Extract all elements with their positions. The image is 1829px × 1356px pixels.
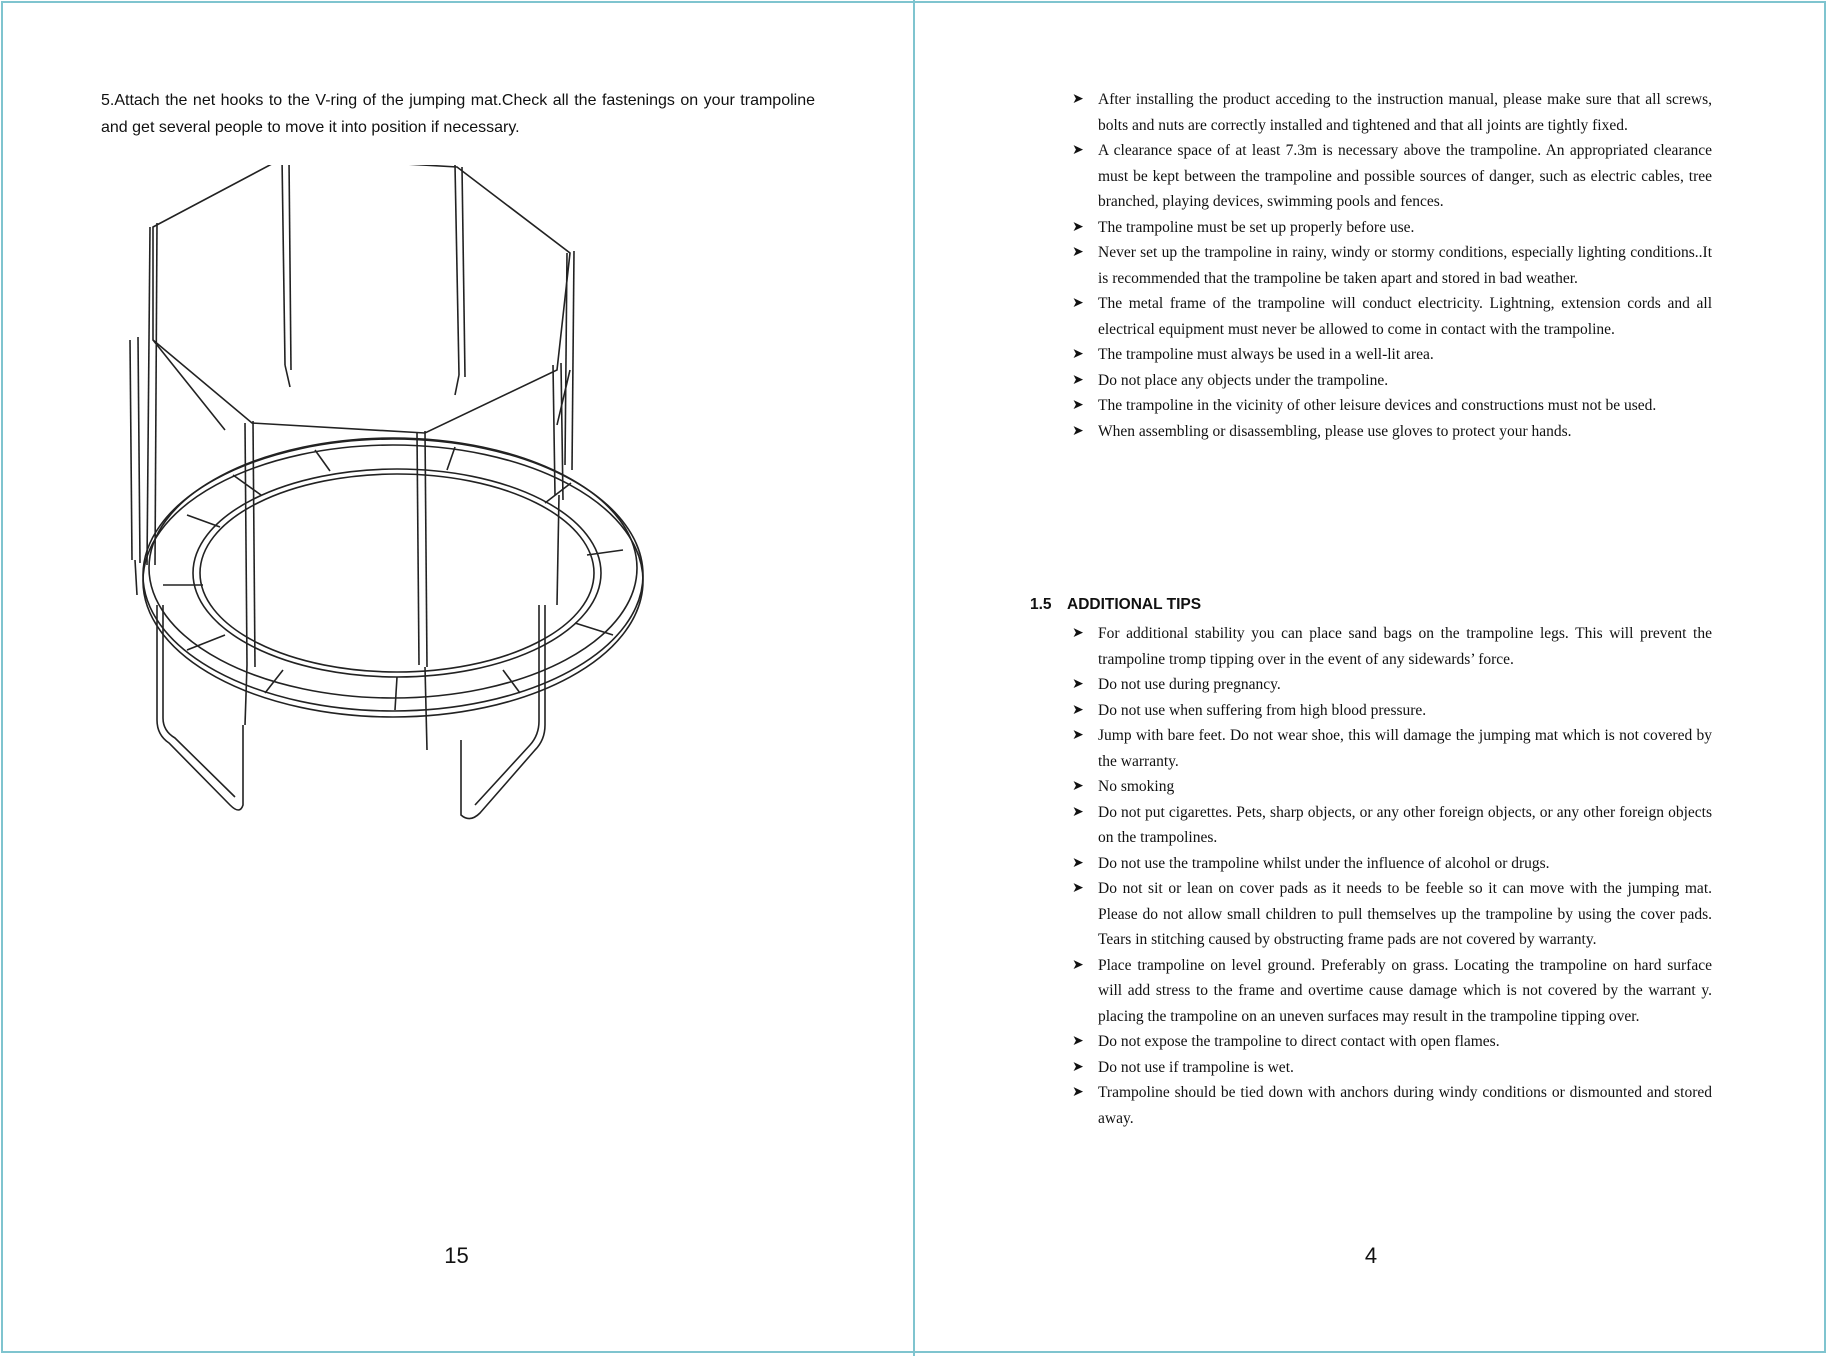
list-item: ➤ For additional stability you can place sand bags on the trampoline legs. This will prevent the trampoline tromp tipping over in the event of any sidewards’ force.	[1072, 621, 1712, 672]
list-item: ➤ Jump with bare feet. Do not wear shoe, this will damage the jumping mat which is not covered by the warranty.	[1072, 723, 1712, 774]
list-item: ➤ Trampoline should be tied down with anchors during windy conditions or dismounted and stored away.	[1072, 1080, 1712, 1131]
list-item: ➤ Do not put cigarettes. Pets, sharp objects, or any other foreign objects, or any other foreign objects on the trampolines.	[1072, 800, 1712, 851]
list-item: ➤ Never set up the trampoline in rainy, windy or stormy conditions, especially lighting conditions..It is recommended that the trampoline be taken apart and stored in bad weather.	[1072, 240, 1712, 291]
arrowhead-bullet-icon: ➤	[1072, 398, 1084, 413]
arrowhead-bullet-icon: ➤	[1072, 1034, 1084, 1049]
arrowhead-bullet-icon: ➤	[1072, 245, 1084, 260]
arrowhead-bullet-icon: ➤	[1072, 957, 1084, 973]
right-page	[915, 0, 1827, 1356]
arrowhead-bullet-icon: ➤	[1072, 677, 1084, 692]
section-heading	[1030, 596, 1201, 614]
step-5-text: 5.Attach the net hooks to the V-ring of the jumping mat.Check all the fastenings on your trampoline and get several people to move it into position if necessary.	[101, 92, 815, 136]
list-item: ➤ Place trampoline on level ground. Preferably on grass. Locating the trampoline on hard surface will add stress to the frame and overtime cause damage which is not covered by the warrant y. placing the trampoline on an uneven surfaces may result in the trampoline tipping over.	[1072, 953, 1712, 1030]
arrowhead-bullet-icon: ➤	[1072, 804, 1084, 820]
trampoline-with-net-illustration	[125, 165, 695, 845]
list-item: ➤ A clearance space of at least 7.3m is necessary above the trampoline. An appropriated clearance must be kept between the trampoline and possible sources of danger, such as electric cables, tree branched, playing devices, swimming pools and fences.	[1072, 138, 1712, 215]
list-item: ➤ The trampoline in the vicinity of other leisure devices and constructions must not be used.	[1072, 393, 1712, 419]
list-item: ➤ The trampoline must be set up properly before use.	[1072, 215, 1712, 241]
section-title: ADDITIONAL TIPS	[1067, 596, 1202, 613]
arrowhead-bullet-icon: ➤	[1072, 372, 1084, 388]
arrowhead-bullet-icon: ➤	[1072, 92, 1084, 107]
page-number-left: 15	[444, 1243, 469, 1268]
list-item: ➤ Do not place any objects under the trampoline.	[1072, 368, 1712, 394]
list-item: ➤ When assembling or disassembling, please use gloves to protect your hands.	[1072, 419, 1712, 445]
list-item: ➤ No smoking	[1072, 774, 1712, 800]
tips-bullet-list	[1072, 621, 1712, 1131]
arrowhead-bullet-icon: ➤	[1072, 143, 1084, 158]
left-page	[0, 0, 913, 1356]
arrowhead-bullet-icon: ➤	[1072, 219, 1084, 235]
arrowhead-bullet-icon: ➤	[1072, 702, 1084, 718]
arrowhead-bullet-icon: ➤	[1072, 423, 1084, 439]
arrowhead-bullet-icon: ➤	[1072, 626, 1084, 641]
list-item: ➤ Do not use if trampoline is wet.	[1072, 1055, 1712, 1081]
arrowhead-bullet-icon: ➤	[1072, 881, 1084, 896]
arrowhead-bullet-icon: ➤	[1072, 779, 1084, 794]
list-item: ➤ Do not use during pregnancy.	[1072, 672, 1712, 698]
list-item: ➤ Do not sit or lean on cover pads as it needs to be feeble so it can move with the jumping mat. Please do not allow small children to pull themselves up the trampoline by using the cover pads. Tears in stitching caused by obstructing frame pads are not covered by warranty.	[1072, 876, 1712, 953]
list-item: ➤ Do not expose the trampoline to direct contact with open flames.	[1072, 1029, 1712, 1055]
page-number-right: 4	[1364, 1243, 1378, 1268]
section-number: 1.5	[1030, 596, 1052, 613]
list-item: ➤ The metal frame of the trampoline will conduct electricity. Lightning, extension cords and all electrical equipment must never be allowed to come in contact with the trampoline.	[1072, 291, 1712, 342]
arrowhead-bullet-icon: ➤	[1072, 855, 1084, 871]
list-item: ➤ After installing the product acceding to the instruction manual, please make sure that all screws, bolts and nuts are correctly installed and tightened and that all joints are tightly fixed.	[1072, 87, 1712, 138]
arrowhead-bullet-icon: ➤	[1072, 296, 1084, 311]
arrowhead-bullet-icon: ➤	[1072, 1085, 1084, 1100]
list-item: ➤ Do not use the trampoline whilst under the influence of alcohol or drugs.	[1072, 851, 1712, 877]
list-item: ➤ Do not use when suffering from high blood pressure.	[1072, 698, 1712, 724]
list-item: ➤ The trampoline must always be used in a well-lit area.	[1072, 342, 1712, 368]
arrowhead-bullet-icon: ➤	[1072, 728, 1084, 743]
arrowhead-bullet-icon: ➤	[1072, 1059, 1084, 1075]
arrowhead-bullet-icon: ➤	[1072, 347, 1084, 362]
safety-bullet-list	[1072, 87, 1712, 444]
